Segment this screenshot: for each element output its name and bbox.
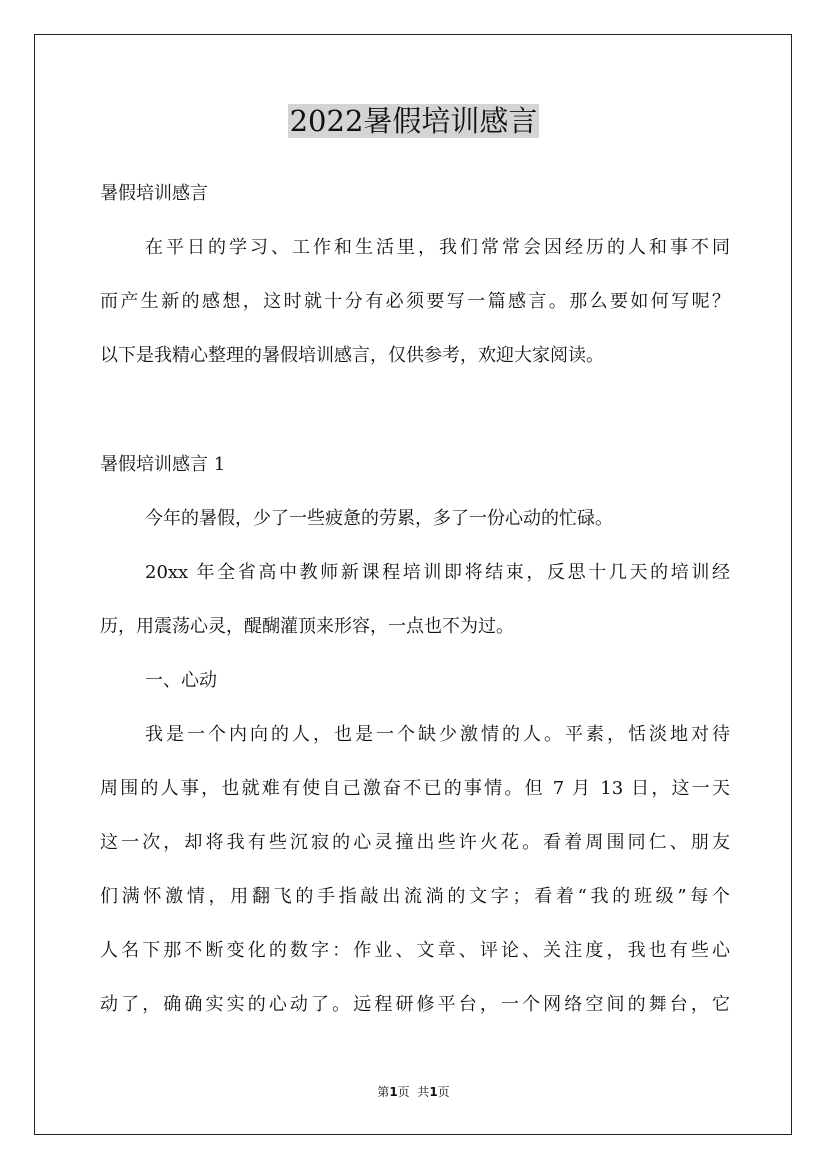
footer-page-middle: 页 共 [397, 1085, 430, 1099]
section-heading: 暑假培训感言 1 [100, 454, 226, 475]
paragraph-line: 20xx 年全省高中教师新课程培训即将结束，反思十几天的培训经 [145, 562, 730, 583]
document-title-text: 2022暑假培训感言 [289, 104, 538, 138]
page-footer [0, 1083, 827, 1101]
paragraph-line: 周围的人事，也就难有使自己激奋不已的事情。但 7 月 13 日，这一天 [100, 778, 730, 799]
paragraph-line: 历，用震荡心灵，醍醐灌顶来形容，一点也不为过。 [100, 616, 514, 637]
paragraph-line: 动了，确确实实的心动了。远程研修平台，一个网络空间的舞台，它 [100, 994, 730, 1015]
paragraph-line: 这一次，却将我有些沉寂的心灵撞出些许火花。看着周围同仁、朋友 [100, 832, 730, 853]
paragraph-line: 今年的暑假，少了一些疲惫的劳累，多了一份心动的忙碌。 [145, 508, 613, 529]
paragraph-line: 在平日的学习、工作和生活里，我们常常会因经历的人和事不同 [145, 237, 730, 258]
paragraph-line: 们满怀激情，用翻飞的手指敲出流淌的文字；看着“我的班级”每个 [100, 886, 730, 907]
paragraph-line: 而产生新的感想，这时就十分有必须要写一篇感言。那么要如何写呢？ [100, 291, 730, 312]
document-title [0, 100, 827, 142]
footer-page-suffix: 页 [437, 1085, 450, 1099]
footer-page-number: 1 [389, 1085, 398, 1099]
subsection-heading: 一、心动 [145, 670, 217, 691]
footer-page-prefix: 第 [377, 1085, 390, 1099]
paragraph-line: 人名下那不断变化的数字：作业、文章、评论、关注度，我也有些心 [100, 940, 730, 961]
paragraph-line: 以下是我精心整理的暑假培训感言，仅供参考，欢迎大家阅读。 [100, 345, 604, 366]
subtitle-line: 暑假培训感言 [100, 183, 208, 204]
paragraph-line: 我是一个内向的人，也是一个缺少激情的人。平素，恬淡地对待 [145, 724, 730, 745]
footer-page-total: 1 [429, 1085, 438, 1099]
